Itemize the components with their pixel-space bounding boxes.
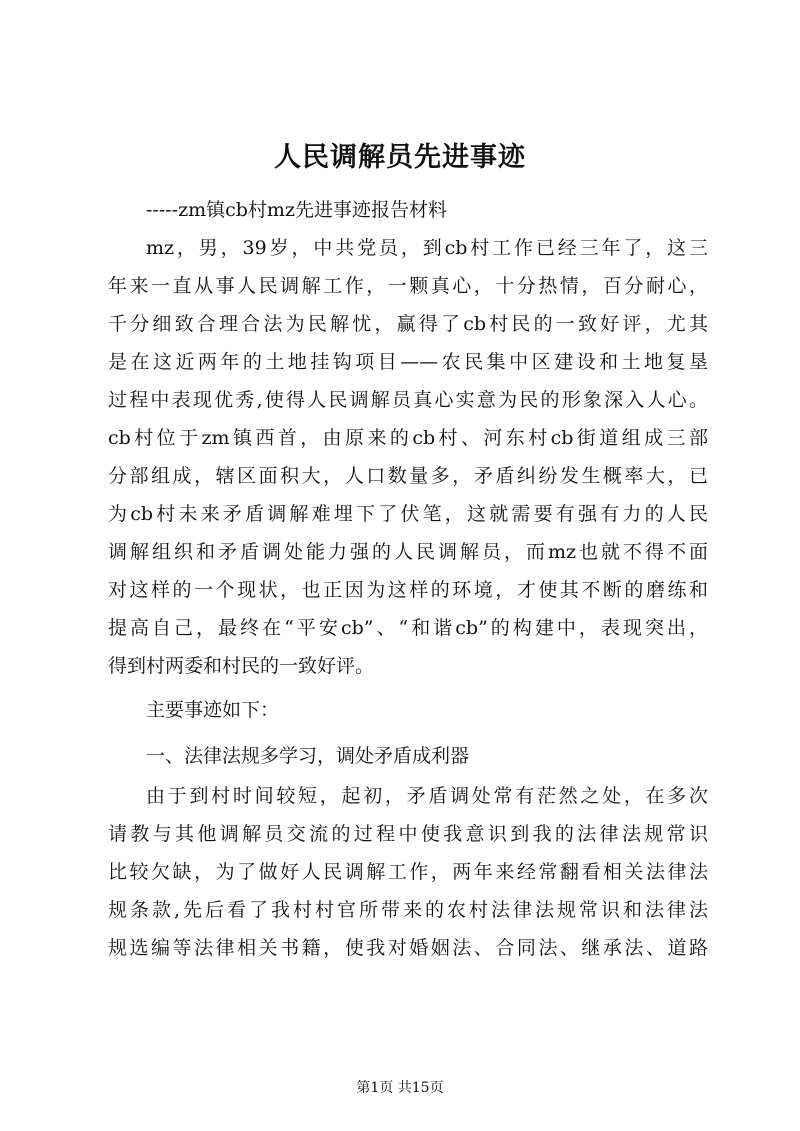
document-subtitle: -----zm镇cb村mz先进事迹报告材料 xyxy=(146,199,447,221)
paragraph-line: 得到村两委和村民的一致好评。 xyxy=(108,655,375,677)
paragraph-line: 由于到村时间较短，起初，矛盾调处常有茫然之处，在多次 xyxy=(146,785,708,807)
page-number-footer: 第1页 共15页 xyxy=(356,1080,444,1096)
paragraph-line: 分部组成，辖区面积大，人口数量多，矛盾纠纷发生概率大，已 xyxy=(108,465,708,487)
section-heading: 一、法律法规多学习，调处矛盾成利器 xyxy=(146,745,470,767)
paragraph-line: 提高自己，最终在“平安cb”、“和谐cb”的构建中，表现突出， xyxy=(108,617,708,639)
paragraph-line: cb村位于zm镇西首，由原来的cb村、河东村cb街道组成三部 xyxy=(108,427,708,449)
paragraph-line: 规条款,先后看了我村村官所带来的农村法律法规常识和法律法 xyxy=(108,899,708,921)
paragraph-line: 为cb村未来矛盾调解难埋下了伏笔，这就需要有强有力的人民 xyxy=(108,503,708,525)
paragraph-line: 是在这近两年的土地挂钩项目——农民集中区建设和土地复垦 xyxy=(108,351,708,373)
paragraph-line: 比较欠缺，为了做好人民调解工作，两年来经常翻看相关法律法 xyxy=(108,861,708,883)
paragraph-line: mz，男，39岁，中共党员，到cb村工作已经三年了，这三 xyxy=(146,237,708,259)
document-title: 人民调解员先进事迹 xyxy=(274,142,526,173)
paragraph-line: 规选编等法律相关书籍，使我对婚姻法、合同法、继承法、道路 xyxy=(108,937,708,959)
paragraph-line: 过程中表现优秀,使得人民调解员真心实意为民的形象深入人心。 xyxy=(108,389,708,411)
main-deeds-intro: 主要事迹如下： xyxy=(146,699,280,721)
paragraph-line: 对这样的一个现状，也正因为这样的环境，才使其不断的磨练和 xyxy=(108,579,708,601)
paragraph-line: 请教与其他调解员交流的过程中使我意识到我的法律法规常识 xyxy=(108,823,708,845)
paragraph-line: 调解组织和矛盾调处能力强的人民调解员，而mz也就不得不面 xyxy=(108,541,708,563)
paragraph-line: 年来一直从事人民调解工作，一颗真心，十分热情，百分耐心， xyxy=(108,275,708,297)
paragraph-line: 千分细致合理合法为民解忧，赢得了cb村民的一致好评，尤其 xyxy=(108,313,708,335)
